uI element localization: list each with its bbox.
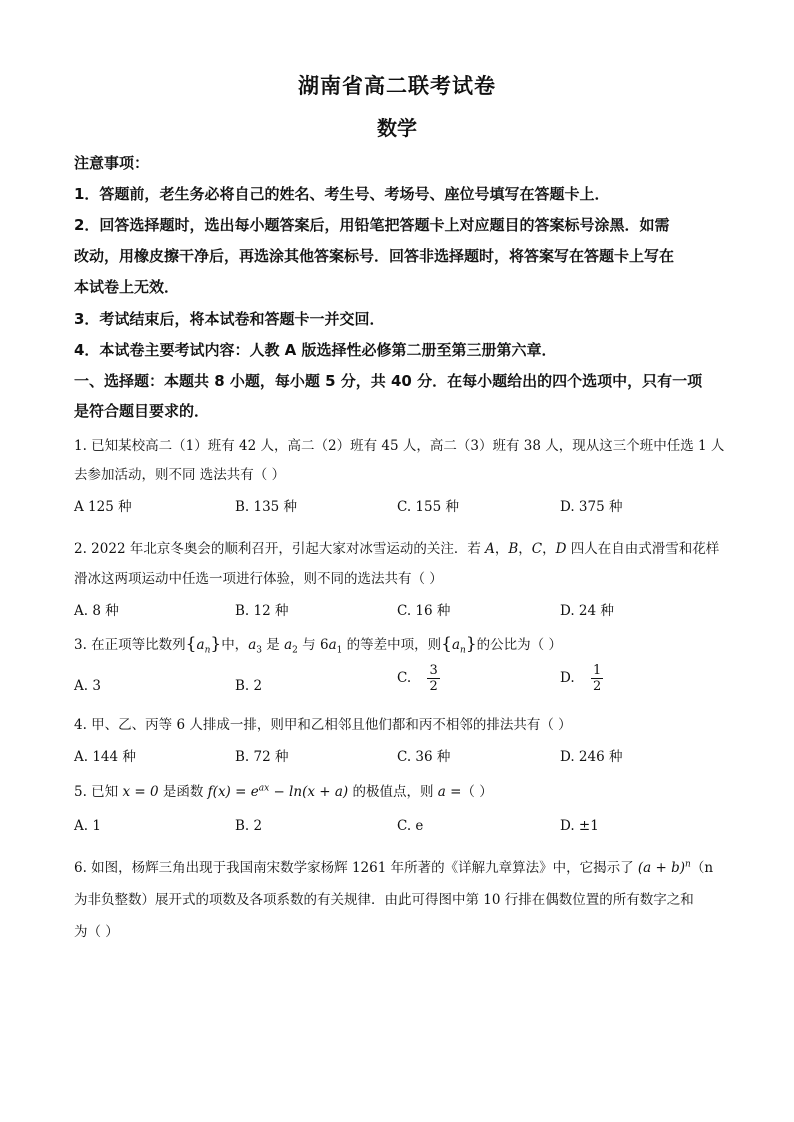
q3-a1-sub: 1 [336,645,343,656]
q2-text-post: 四人在自由式滑雪和花样 [566,541,720,557]
q5-text-4: （ ） [461,784,493,800]
q3-seq2-brace-open: { [441,634,452,654]
q3-seq2-a: a [451,637,461,653]
q1-option-d: D. 375 种 [560,499,623,515]
q3-stem [74,633,562,656]
q3-option-d-fraction [591,663,603,694]
notes-heading: 注意事项： [74,154,150,172]
q2-var-c: C [531,541,543,557]
q3-option-c-numerator: 3 [429,663,438,678]
q3-a2-sub: 2 [292,645,298,656]
q5-option-a: A. 1 [74,818,101,834]
note-1: 1．答题前，老生务必将自己的姓名、考生号、考场号、座位号填写在答题卡上． [74,185,610,203]
q3-option-d-denominator: 2 [592,679,602,694]
note-2-line-2: 改动，用橡皮擦干净后，再选涂其他答案标号．回答非选择题时，将答案写在答题卡上写在 [74,247,675,265]
q2-stem-line-1 [74,537,719,557]
q6-text-pre: 6. 如图，杨辉三角出现于我国南宋数学家杨辉 1261 年所著的《详解九章算法》中，它揭示了 [74,860,638,876]
q3-option-c-fraction [427,663,439,694]
q3-text-3: 是 [261,637,285,653]
q2-sep-2: ， [518,541,532,557]
q5-exponent: ax [258,783,270,794]
q5-fx: (x) = e [212,784,259,800]
q5-text-1: 5. 已知 [74,784,123,800]
q6-text-post: （n [690,860,714,876]
q2-var-a: A [485,541,495,557]
q3-seq-brace-open: { [185,634,197,654]
q5-f: f [207,784,213,800]
q6-stem-line-1 [74,856,713,876]
note-3: 3．考试结束后，将本试卷和答题卡一并交回． [74,310,385,328]
q1-stem-line-1: 1. 已知某校高二（1）班有 42 人，高二（2）班有 45 人，高二（3）班有 38 人，现从这三个班中任选 1 人 [74,438,725,454]
q4-stem: 4. 甲、乙、丙等 6 人排成一排，则甲和乙相邻且他们都和丙不相邻的排法共有（ ） [74,717,572,733]
q3-text-6: 的公比为（ ） [476,637,562,653]
note-2-line-1: 2．回答选择题时，选出每小题答案后，用铅笔把答题卡上对应题目的答案标号涂黑．如需 [74,216,670,234]
q2-var-d: D [555,541,567,557]
subject-title: 数学 [377,116,417,140]
q6-stem-line-2: 为非负整数）展开式的项数及各项系数的有关规律．由此可得图中第 10 行排在偶数位置的所有数字之和 [74,892,694,908]
q5-ln-term: − ln(x + a) [269,784,349,800]
q1-option-c: C. 155 种 [397,499,459,515]
note-4: 4．本试卷主要考试内容：人教 A 版选择性必修第二册至第三册第六章． [74,341,557,359]
q4-option-d: D. 246 种 [560,749,623,765]
q1-option-b: B. 135 种 [235,499,298,515]
q3-a1: a [328,637,337,653]
q5-a-eq: a = [437,784,462,800]
q2-text-pre: 2. 2022 年北京冬奥会的顺利召开，引起大家对冰雪运动的关注．若 [74,541,486,557]
q3-option-d-numerator: 1 [592,663,602,678]
q5-option-b: B. 2 [235,818,263,834]
q3-a3: a [248,637,257,653]
q4-option-b: B. 72 种 [235,749,289,765]
q3-option-a: A. 3 [74,678,101,694]
q2-sep-3: ， [542,541,556,557]
q2-option-a: A. 8 种 [74,603,119,619]
q3-a2: a [284,637,293,653]
q3-coef-6: 6 [319,637,329,653]
q6-exponent: n [685,859,691,870]
q2-option-b: B. 12 种 [235,603,289,619]
q2-sep-1: ， [494,541,509,557]
q2-option-c: C. 16 种 [397,603,451,619]
q4-option-c: C. 36 种 [397,749,451,765]
q3-option-c-denominator: 2 [429,679,438,694]
q5-option-d: D. ±1 [560,818,599,834]
q2-stem-line-2: 滑冰这两项运动中任选一项进行体验，则不同的选法共有（ ） [74,571,443,587]
q3-seq-brace-close: } [210,634,222,654]
q4-option-a: A. 144 种 [74,749,136,765]
section-1-instructions-line-2: 是符合题目要求的． [74,402,210,420]
q3-option-d-label: D. [560,670,575,686]
q5-text-2: 是函数 [158,784,208,800]
q3-option-d [560,663,603,694]
q1-stem-line-2: 去参加活动，则不同 选法共有（ ） [74,467,286,483]
q5-x-eq-0: x = 0 [122,784,159,800]
q3-seq2-n: n [460,645,466,656]
q2-option-d: D. 24 种 [560,603,614,619]
section-1-instructions-line-1: 一、选择题：本题共 8 小题，每小题 5 分，共 40 分．在每小题给出的四个选项中，只有一项 [74,372,703,390]
q6-binomial: (a + b) [637,860,686,876]
q3-text-1: 3. 在正项等比数列 [74,637,186,653]
note-2-line-3: 本试卷上无效． [74,278,180,296]
q3-option-c [397,663,440,694]
q5-option-c: C. e [397,818,424,834]
q2-var-b: B [508,541,519,557]
q3-text-2: 中， [221,637,249,653]
q6-stem-line-3: 为（ ） [74,924,119,940]
q3-option-b: B. 2 [235,678,263,694]
exam-title: 湖南省高二联考试卷 [298,74,496,98]
q3-text-5: 的等差中项，则 [342,637,442,653]
q3-seq-n: n [204,645,211,656]
q5-stem [74,780,493,800]
q5-text-3: 的极值点，则 [348,784,438,800]
q3-text-4: 与 [297,637,320,653]
q3-a3-sub: 3 [256,645,262,656]
q3-seq-a: a [196,637,205,653]
q3-option-c-label: C. [397,670,412,686]
q3-seq2-brace-close: } [465,634,477,654]
q1-option-a: A 125 种 [74,499,132,515]
